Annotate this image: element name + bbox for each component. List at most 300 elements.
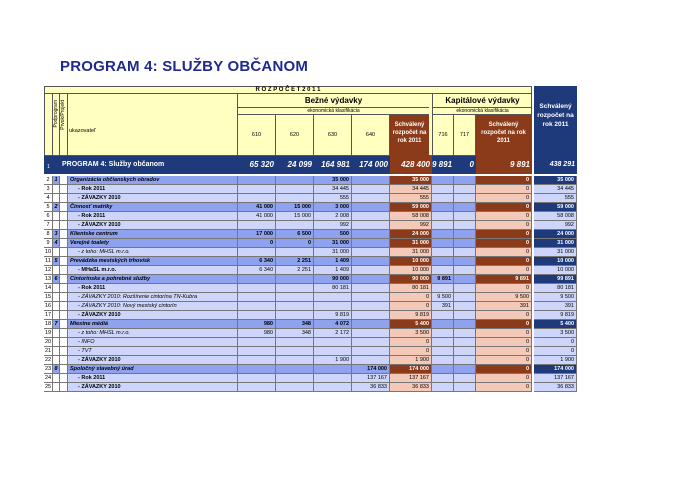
cell-v716 bbox=[432, 347, 454, 356]
cell-no: 18 bbox=[44, 321, 52, 327]
cell-v620 bbox=[276, 275, 314, 284]
cell-be: 992 bbox=[390, 221, 432, 230]
cell-label: Miestne médiá bbox=[68, 320, 238, 329]
cell-v630 bbox=[314, 302, 352, 311]
cell-v717 bbox=[454, 374, 476, 383]
cell-v620 bbox=[276, 302, 314, 311]
cell-be: 555 bbox=[390, 194, 432, 203]
cell-sub bbox=[53, 194, 60, 203]
cell-be: 10 000 bbox=[390, 257, 432, 266]
cell-prvok bbox=[60, 176, 68, 185]
cell-prvok bbox=[60, 185, 68, 194]
cell-label: - ZÁVAZKY 2010 bbox=[68, 221, 238, 230]
cell-kap: 9 891 bbox=[476, 275, 532, 284]
cell-total: 555 bbox=[534, 194, 577, 203]
cell-no: 6 bbox=[44, 212, 53, 221]
cell-v717 bbox=[454, 212, 476, 221]
cell-v717 bbox=[454, 365, 476, 374]
table-row bbox=[44, 266, 577, 275]
cell-v716: 9 500 bbox=[432, 293, 454, 302]
col-ukazovatel-header: ukazovateľ bbox=[68, 94, 238, 156]
cell-v716 bbox=[432, 212, 454, 221]
table-row bbox=[44, 293, 577, 302]
cell-v610: 6 340 bbox=[238, 266, 276, 275]
cell-prvok bbox=[60, 275, 68, 284]
cell-v610: 17 000 bbox=[238, 230, 276, 239]
cell-total: 34 445 bbox=[534, 185, 577, 194]
cell-v630: 9 819 bbox=[314, 311, 352, 320]
cell-total: 10 000 bbox=[534, 257, 577, 266]
cell-v716 bbox=[432, 320, 454, 329]
cell-total: 992 bbox=[534, 221, 577, 230]
cell-no: 24 bbox=[44, 375, 52, 381]
cell-v610 bbox=[238, 284, 276, 293]
cell-v640 bbox=[352, 176, 390, 185]
cell-v640 bbox=[352, 185, 390, 194]
cell-no: 8 bbox=[44, 230, 53, 239]
table-row bbox=[44, 338, 577, 347]
cell-prvok bbox=[60, 365, 68, 374]
cell-v630: 1 409 bbox=[314, 257, 352, 266]
cell-be: 0 bbox=[390, 293, 432, 302]
cell-no: 16 bbox=[44, 303, 52, 309]
cell-total: 3 500 bbox=[534, 329, 577, 338]
cell-label: Klientske centrum bbox=[68, 230, 238, 239]
cell-be: 31 000 bbox=[390, 239, 432, 248]
cell-label: - Rok 2011 bbox=[68, 185, 238, 194]
cell-sub: 8 bbox=[53, 365, 60, 374]
cell-kap: 0 bbox=[476, 356, 532, 365]
cell-label: - Rok 2011 bbox=[68, 284, 238, 293]
cell-v640 bbox=[352, 302, 390, 311]
cell-label: - ZÁVAZKY 2010 bbox=[68, 194, 238, 203]
cell-total: 9 819 bbox=[534, 311, 577, 320]
cell-label: Činnosť matriky bbox=[68, 203, 238, 212]
table-row bbox=[44, 374, 577, 383]
cell-no: 13 bbox=[44, 276, 52, 282]
cell-v620 bbox=[276, 356, 314, 365]
cell-be: 36 833 bbox=[390, 383, 432, 392]
cell-v620 bbox=[276, 293, 314, 302]
cell-v716 bbox=[432, 266, 454, 275]
cell-v610 bbox=[238, 338, 276, 347]
cell-prvok bbox=[60, 338, 68, 347]
cell-v716 bbox=[432, 365, 454, 374]
cell-v640 bbox=[352, 329, 390, 338]
cell-v716 bbox=[432, 176, 454, 185]
cell-no: 9 bbox=[44, 239, 53, 248]
cell-prvok bbox=[60, 293, 68, 302]
cell-v717 bbox=[454, 338, 476, 347]
cell-kap: 0 bbox=[476, 311, 532, 320]
cell-v716 bbox=[432, 230, 454, 239]
cell-v716 bbox=[432, 194, 454, 203]
cell-v610: 0 bbox=[238, 239, 276, 248]
cell-kap: 0 bbox=[476, 365, 532, 374]
cell-be: 31 000 bbox=[390, 248, 432, 257]
cell-v620 bbox=[276, 383, 314, 392]
cell-total: 31 000 bbox=[534, 239, 577, 248]
cell-prvok bbox=[60, 266, 68, 275]
cell-v640: 137 167 bbox=[352, 374, 390, 383]
cell-sub: 7 bbox=[53, 320, 60, 329]
cell-v610 bbox=[238, 185, 276, 194]
cell-sub bbox=[53, 374, 60, 383]
cell-sub bbox=[53, 302, 60, 311]
cell-total: 59 000 bbox=[534, 203, 577, 212]
cell-be: 80 181 bbox=[390, 284, 432, 293]
table-row bbox=[44, 284, 577, 293]
cell-prvok bbox=[60, 374, 68, 383]
cell-prvok bbox=[60, 248, 68, 257]
cell-prvok bbox=[60, 212, 68, 221]
cell-be: 59 000 bbox=[390, 203, 432, 212]
cell-v610: 6 340 bbox=[238, 257, 276, 266]
cell-sub bbox=[53, 248, 60, 257]
cell-be: 3 500 bbox=[390, 329, 432, 338]
cell-v716 bbox=[432, 221, 454, 230]
cell-v630: 3 000 bbox=[314, 203, 352, 212]
cell-be: 174 000 bbox=[390, 365, 432, 374]
table-row bbox=[44, 302, 577, 311]
cell-kap: 0 bbox=[476, 383, 532, 392]
cell-v620 bbox=[276, 347, 314, 356]
cell-v630 bbox=[314, 347, 352, 356]
cell-v717 bbox=[454, 302, 476, 311]
table-row bbox=[44, 212, 577, 221]
code-610: 610 bbox=[238, 115, 276, 156]
cell-no: 17 bbox=[44, 312, 52, 318]
cell-v717 bbox=[454, 347, 476, 356]
subprogram-row bbox=[44, 239, 577, 248]
subprogram-row bbox=[44, 320, 577, 329]
cell-prvok bbox=[60, 302, 68, 311]
cell-v610: 41 000 bbox=[238, 203, 276, 212]
code-620: 620 bbox=[276, 115, 314, 156]
cell-v716 bbox=[432, 311, 454, 320]
cell-label: - ZÁVAZKY 2010 bbox=[68, 383, 238, 392]
cell-v620 bbox=[276, 194, 314, 203]
cell-v716: 9 891 bbox=[432, 275, 454, 284]
code-716: 716 bbox=[432, 115, 454, 156]
cell-v716 bbox=[432, 329, 454, 338]
cell-v610 bbox=[238, 248, 276, 257]
cell-sub bbox=[53, 329, 60, 338]
cell-v717 bbox=[454, 311, 476, 320]
cell-be: 1 900 bbox=[390, 356, 432, 365]
cell-v640 bbox=[352, 284, 390, 293]
cell-no: 5 bbox=[44, 203, 53, 212]
cell-total: 1 900 bbox=[534, 356, 577, 365]
cell-be: 58 008 bbox=[390, 212, 432, 221]
cell-total: 99 891 bbox=[534, 275, 577, 284]
cell-v630 bbox=[314, 338, 352, 347]
cell-kap: 0 bbox=[476, 239, 532, 248]
cell-sub: 1 bbox=[53, 176, 60, 185]
subprogram-row bbox=[44, 176, 577, 185]
cell-label: - Rok 2011 bbox=[68, 212, 238, 221]
subprogram-row bbox=[44, 257, 577, 266]
cell-v640 bbox=[352, 203, 390, 212]
cell-v610 bbox=[238, 275, 276, 284]
cell-v716 bbox=[432, 185, 454, 194]
cell-be: 0 bbox=[390, 347, 432, 356]
cell-total: 10 000 bbox=[534, 266, 577, 275]
code-640: 640 bbox=[352, 115, 390, 156]
cell-label: - MHaSL m.r.o. bbox=[68, 266, 238, 275]
cell-prvok bbox=[60, 221, 68, 230]
cell-v716 bbox=[432, 284, 454, 293]
table-row bbox=[44, 329, 577, 338]
col-number-header bbox=[44, 94, 53, 156]
cell-v610: 980 bbox=[238, 320, 276, 329]
cell-v620: 15 000 bbox=[276, 212, 314, 221]
cell-v620 bbox=[276, 374, 314, 383]
approved-current-header: Schválený rozpočet na rok 2011 bbox=[390, 115, 429, 156]
cell-prvok bbox=[60, 383, 68, 392]
cell-kap: 0 bbox=[476, 329, 532, 338]
cell-v630: 90 000 bbox=[314, 275, 352, 284]
cell-v640 bbox=[352, 266, 390, 275]
cell-label: Organizácia občianskych obradov bbox=[68, 176, 238, 185]
capital-expenses-header: Kapitálové výdavky bbox=[432, 94, 532, 108]
cell-total: 174 000 bbox=[534, 365, 577, 374]
cell-total: 58 008 bbox=[534, 212, 577, 221]
cell-be: 9 819 bbox=[390, 311, 432, 320]
cell-v640 bbox=[352, 338, 390, 347]
cell-v716 bbox=[432, 374, 454, 383]
cell-v620: 2 251 bbox=[276, 257, 314, 266]
cell-be: 0 bbox=[390, 302, 432, 311]
cell-v640 bbox=[352, 293, 390, 302]
page-title: PROGRAM 4: SLUŽBY OBČANOM bbox=[60, 58, 309, 75]
cell-v640 bbox=[352, 320, 390, 329]
cell-v717 bbox=[454, 275, 476, 284]
table-row bbox=[44, 347, 577, 356]
cell-label: - ZÁVAZKY 2010: Nový mestský cintorín bbox=[68, 302, 238, 311]
cell-v717 bbox=[454, 320, 476, 329]
cell-prvok bbox=[60, 311, 68, 320]
cell-v630 bbox=[314, 293, 352, 302]
cell-kap: 0 bbox=[476, 212, 532, 221]
cell-no: 7 bbox=[44, 221, 53, 230]
cell-v717 bbox=[454, 257, 476, 266]
cell-v630: 4 072 bbox=[314, 320, 352, 329]
cell-kap: 0 bbox=[476, 221, 532, 230]
cell-v610 bbox=[238, 374, 276, 383]
cell-total: 80 181 bbox=[534, 284, 577, 293]
cell-kap: 0 bbox=[476, 320, 532, 329]
cell-v717 bbox=[454, 221, 476, 230]
cell-v610 bbox=[238, 356, 276, 365]
cell-v640 bbox=[352, 356, 390, 365]
cell-label: - z toho: MHSL m.r.o. bbox=[68, 329, 238, 338]
cell-v640 bbox=[352, 311, 390, 320]
program-total: 438 291 bbox=[534, 156, 577, 174]
cell-sub bbox=[53, 293, 60, 302]
cell-v620: 348 bbox=[276, 320, 314, 329]
cell-sub bbox=[53, 212, 60, 221]
cell-prvok bbox=[60, 356, 68, 365]
cell-prvok bbox=[60, 239, 68, 248]
cell-v610 bbox=[238, 383, 276, 392]
cell-label: - ZÁVAZKY 2010 bbox=[68, 356, 238, 365]
table-row bbox=[44, 356, 577, 365]
cell-total: 0 bbox=[534, 338, 577, 347]
cell-label: Cintorínske a pohrebné služby bbox=[68, 275, 238, 284]
cell-v717 bbox=[454, 356, 476, 365]
cell-kap: 0 bbox=[476, 374, 532, 383]
cell-kap: 391 bbox=[476, 302, 532, 311]
cell-sub: 3 bbox=[53, 230, 60, 239]
cell-v717 bbox=[454, 266, 476, 275]
cell-kap: 0 bbox=[476, 248, 532, 257]
cell-v620: 6 500 bbox=[276, 230, 314, 239]
program-label: PROGRAM 4: Služby občanom bbox=[62, 161, 165, 168]
cell-v630: 31 000 bbox=[314, 248, 352, 257]
code-630: 630 bbox=[314, 115, 352, 156]
cell-total: 391 bbox=[534, 302, 577, 311]
cell-prvok bbox=[60, 203, 68, 212]
cell-v640: 36 833 bbox=[352, 383, 390, 392]
cell-v620 bbox=[276, 338, 314, 347]
cell-label: - z toho: MHSL m.r.o. bbox=[68, 248, 238, 257]
cell-v640 bbox=[352, 212, 390, 221]
cell-total: 36 833 bbox=[534, 383, 577, 392]
econ-classification-capital: ekonomická klasifikácia bbox=[432, 108, 532, 115]
cell-v630: 1 409 bbox=[314, 266, 352, 275]
cell-be: 5 400 bbox=[390, 320, 432, 329]
cell-v640 bbox=[352, 230, 390, 239]
cell-v630 bbox=[314, 374, 352, 383]
cell-v630: 80 181 bbox=[314, 284, 352, 293]
cell-v717 bbox=[454, 329, 476, 338]
cell-sub bbox=[53, 185, 60, 194]
cell-v610: 980 bbox=[238, 329, 276, 338]
econ-classification-current: ekonomická klasifikácia bbox=[238, 108, 429, 115]
table-row bbox=[44, 221, 577, 230]
cell-no: 10 bbox=[44, 249, 52, 255]
cell-no: 11 bbox=[44, 257, 53, 266]
cell-kap: 0 bbox=[476, 338, 532, 347]
cell-be: 10 000 bbox=[390, 266, 432, 275]
cell-total: 24 000 bbox=[534, 230, 577, 239]
cell-prvok bbox=[60, 329, 68, 338]
cell-v630 bbox=[314, 365, 352, 374]
cell-be: 0 bbox=[390, 338, 432, 347]
cell-v717 bbox=[454, 176, 476, 185]
subprogram-row bbox=[44, 365, 577, 374]
cell-be: 90 000 bbox=[390, 275, 432, 284]
cell-sub bbox=[53, 347, 60, 356]
cell-sub bbox=[53, 311, 60, 320]
cell-total: 137 167 bbox=[534, 374, 577, 383]
cell-total: 31 000 bbox=[534, 248, 577, 257]
cell-v640 bbox=[352, 257, 390, 266]
cell-kap: 0 bbox=[476, 185, 532, 194]
cell-be: 34 445 bbox=[390, 185, 432, 194]
cell-v717 bbox=[454, 293, 476, 302]
subprogram-row bbox=[44, 230, 577, 239]
cell-sub bbox=[53, 221, 60, 230]
cell-v640 bbox=[352, 194, 390, 203]
cell-v640 bbox=[352, 275, 390, 284]
cell-v630: 555 bbox=[314, 194, 352, 203]
cell-no: 12 bbox=[44, 267, 52, 273]
cell-v630: 2 008 bbox=[314, 212, 352, 221]
code-717: 717 bbox=[454, 115, 476, 156]
cell-v610 bbox=[238, 365, 276, 374]
cell-kap: 9 500 bbox=[476, 293, 532, 302]
cell-label: - Rok 2011 bbox=[68, 374, 238, 383]
col-prvok-header: Prvok/Projekt bbox=[60, 94, 68, 156]
cell-v630: 992 bbox=[314, 221, 352, 230]
cell-label: Verejné toalety bbox=[68, 239, 238, 248]
cell-v716 bbox=[432, 203, 454, 212]
cell-prvok bbox=[60, 230, 68, 239]
approved-total-header: Schválený rozpočet na rok 2011 bbox=[534, 86, 577, 156]
cell-v630: 34 445 bbox=[314, 185, 352, 194]
cell-v610 bbox=[238, 347, 276, 356]
cell-kap: 0 bbox=[476, 194, 532, 203]
cell-sub bbox=[53, 356, 60, 365]
cell-v620: 2 251 bbox=[276, 266, 314, 275]
cell-v620 bbox=[276, 311, 314, 320]
cell-no: 23 bbox=[44, 366, 52, 372]
cell-v717 bbox=[454, 239, 476, 248]
cell-no: 25 bbox=[44, 384, 52, 390]
cell-total: 9 500 bbox=[534, 293, 577, 302]
cell-kap: 0 bbox=[476, 176, 532, 185]
cell-v717 bbox=[454, 194, 476, 203]
cell-sub: 5 bbox=[53, 257, 60, 266]
cell-prvok bbox=[60, 257, 68, 266]
cell-prvok bbox=[60, 320, 68, 329]
cell-v630: 1 900 bbox=[314, 356, 352, 365]
table-row bbox=[44, 311, 577, 320]
cell-label: Prevádzka mestských trhovísk bbox=[68, 257, 238, 266]
current-expenses-header: Bežné výdavky bbox=[238, 94, 429, 108]
cell-v640 bbox=[352, 248, 390, 257]
cell-v640 bbox=[352, 347, 390, 356]
cell-no: 21 bbox=[44, 348, 52, 354]
cell-prvok bbox=[60, 347, 68, 356]
cell-v640 bbox=[352, 239, 390, 248]
cell-no: 2 bbox=[44, 176, 53, 185]
cell-v610: 41 000 bbox=[238, 212, 276, 221]
cell-v630 bbox=[314, 383, 352, 392]
cell-v717 bbox=[454, 248, 476, 257]
cell-kap: 0 bbox=[476, 203, 532, 212]
cell-v717 bbox=[454, 284, 476, 293]
cell-kap: 0 bbox=[476, 284, 532, 293]
cell-label: Spoločný stavebný úrad bbox=[68, 365, 238, 374]
cell-prvok bbox=[60, 284, 68, 293]
cell-v716 bbox=[432, 248, 454, 257]
cell-no: 14 bbox=[44, 285, 52, 291]
cell-v716 bbox=[432, 383, 454, 392]
cell-total: 0 bbox=[534, 347, 577, 356]
cell-total: 5 400 bbox=[534, 320, 577, 329]
cell-v620 bbox=[276, 248, 314, 257]
cell-v630: 35 000 bbox=[314, 176, 352, 185]
cell-kap: 0 bbox=[476, 257, 532, 266]
cell-v717 bbox=[454, 230, 476, 239]
cell-v620 bbox=[276, 221, 314, 230]
cell-v620: 0 bbox=[276, 239, 314, 248]
cell-v640: 174 000 bbox=[352, 365, 390, 374]
cell-v716 bbox=[432, 239, 454, 248]
